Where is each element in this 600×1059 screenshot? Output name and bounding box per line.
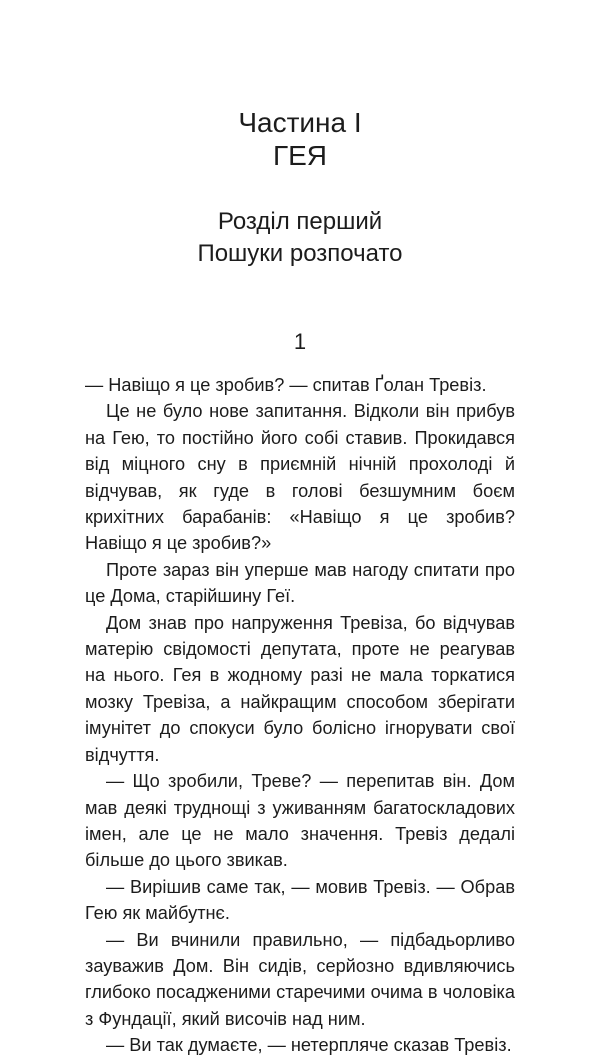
paragraph: Дом знав про напруження Тревіза, бо відчував матерію свідомості депутата, проте не реагував на нього. Гея в жодному разі не мала торкатися мозку Тревіза, а найкращим способом зберігати імунітет до спокуси було болісно ігнорувати свої відчуття. xyxy=(85,612,515,765)
chapter-label: Розділ перший xyxy=(217,208,383,235)
paragraph: Це не було нове запитання. Відколи він прибув на Гею, то постійно його собі ставив. Прокидався від міцного сну в приємній нічній прохолоді й відчував, як гуде в голові безшумним боєм крихітних барабанів: «Навіщо я це зробив? Навіщо я це зробив?» xyxy=(85,401,515,554)
paragraph: — Вирішив саме так, — мовив Тревіз. — Обрав Гею як майбутнє. xyxy=(85,876,515,924)
part-title: ГЕЯ xyxy=(272,140,328,171)
part-heading xyxy=(0,106,600,172)
part-label: Частина I xyxy=(238,107,362,138)
body-text xyxy=(85,372,515,1059)
section-number: 1 xyxy=(293,329,307,354)
paragraph: — Ви вчинили правильно, — підбадьорливо зауважив Дом. Він сидів, серйозно вдивляючись глибоко посадженими старечими очима в чоловіка з Фундації, який височів над ним. xyxy=(85,929,515,1029)
paragraph: — Навіщо я це зробив? — спитав Ґолан Тревіз. xyxy=(85,375,487,395)
chapter-heading xyxy=(0,206,600,270)
paragraph: — Що зробили, Треве? — перепитав він. Дом мав деякі труднощі з уживанням багатоскладових імен, але це не мало значення. Тревіз дедалі більше до цього звикав. xyxy=(85,771,515,871)
paragraph: Проте зараз він уперше мав нагоду спитати про це Дома, старійшину Геї. xyxy=(85,559,515,607)
chapter-title: Пошуки розпочато xyxy=(197,240,403,267)
paragraph: — Ви так думаєте, — нетерпляче сказав Тревіз. xyxy=(106,1035,512,1056)
